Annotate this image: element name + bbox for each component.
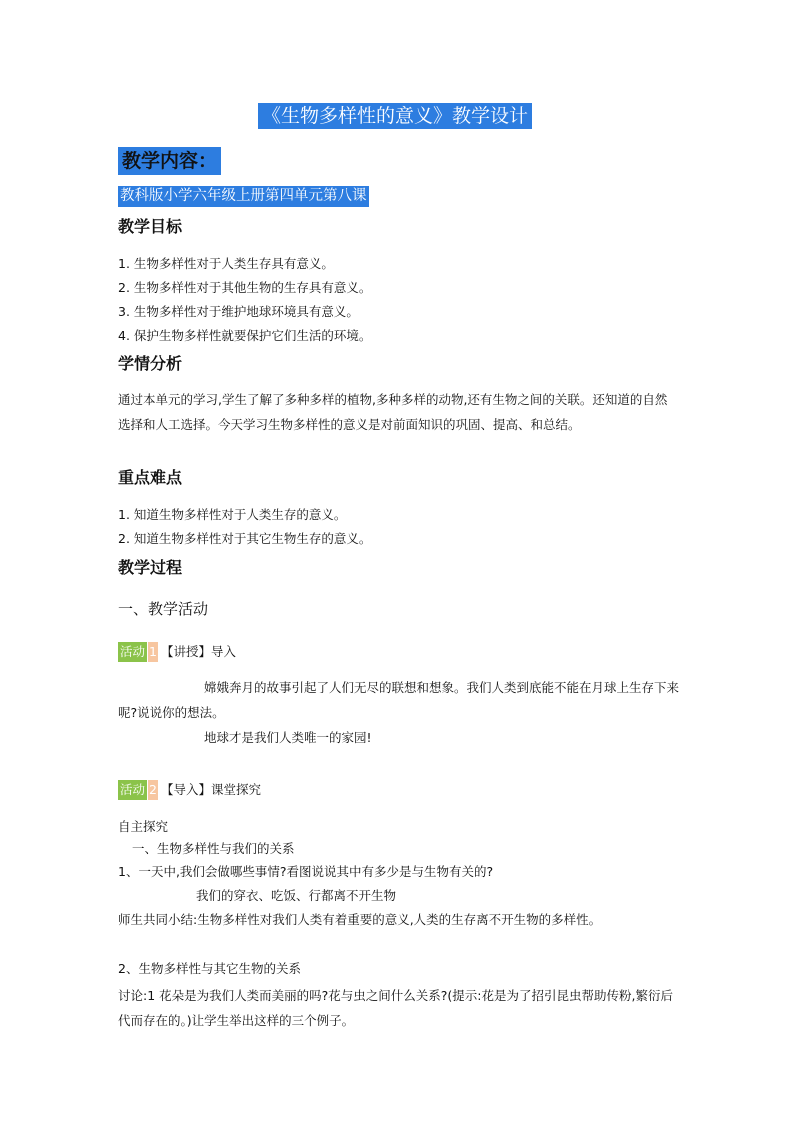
activity-badge: 活动 (118, 780, 147, 800)
section-heading-analysis: 学情分析 (118, 354, 183, 373)
keypoint-item: 2. 知道生物多样性对于其它生物生存的意义。 (118, 531, 372, 546)
activity-2-line: 一、生物多样性与我们的关系 (132, 841, 295, 856)
activity-number: 2 (148, 780, 158, 800)
goal-item: 1. 生物多样性对于人类生存具有意义。 (118, 256, 334, 271)
goal-item: 4. 保护生物多样性就要保护它们生活的环境。 (118, 328, 372, 343)
activity-2-line: 自主探究 (118, 819, 169, 834)
document-title: 《生物多样性的意义》教学设计 (258, 103, 532, 129)
activity-2-line: 师生共同小结:生物多样性对我们人类有着重要的意义,人类的生存离不开生物的多样性。 (118, 912, 602, 927)
activity-1-statement: 地球才是我们人类唯一的家园! (204, 730, 372, 745)
keypoint-item: 1. 知道生物多样性对于人类生存的意义。 (118, 507, 347, 522)
activity-2-paragraph: 讨论:1 花朵是为我们人类而美丽的吗?花与虫之间什么关系?(提示:花是为了招引昆虫帮助传粉,繁衍后代而存在的。)让学生举出这样的三个例子。 (118, 988, 673, 1028)
activity-2-line: 我们的穿衣、吃饭、行都离不开生物 (196, 888, 397, 903)
section-heading-content: 教学内容： (118, 147, 221, 175)
activity-1-header (118, 642, 236, 662)
section-heading-keypoints: 重点难点 (118, 468, 183, 487)
activity-2-line: 2、生物多样性与其它生物的关系 (118, 961, 301, 976)
course-subtitle: 教科版小学六年级上册第四单元第八课 (118, 186, 369, 207)
activity-label: 【讲授】导入 (160, 644, 236, 659)
goal-item: 2. 生物多样性对于其他生物的生存具有意义。 (118, 280, 372, 295)
activity-1-paragraph: 嫦娥奔月的故事引起了人们无尽的联想和想象。我们人类到底能不能在月球上生存下来呢?说说你的想法。 (118, 680, 680, 720)
section-heading-process: 教学过程 (118, 558, 183, 577)
section-heading-goals: 教学目标 (118, 217, 183, 236)
activity-badge: 活动 (118, 642, 147, 662)
activity-2-line: 1、一天中,我们会做哪些事情?看图说说其中有多少是与生物有关的? (118, 864, 494, 879)
goal-item: 3. 生物多样性对于维护地球环境具有意义。 (118, 304, 359, 319)
process-subheading: 一、教学活动 (118, 600, 209, 618)
activity-label: 【导入】课堂探究 (160, 782, 261, 797)
activity-2-header (118, 780, 261, 800)
analysis-paragraph: 通过本单元的学习,学生了解了多种多样的植物,多种多样的动物,还有生物之间的关联。还知道的自然选择和人工选择。今天学习生物多样性的意义是对前面知识的巩固、提高、和总结。 (118, 392, 668, 432)
activity-number: 1 (148, 642, 158, 662)
